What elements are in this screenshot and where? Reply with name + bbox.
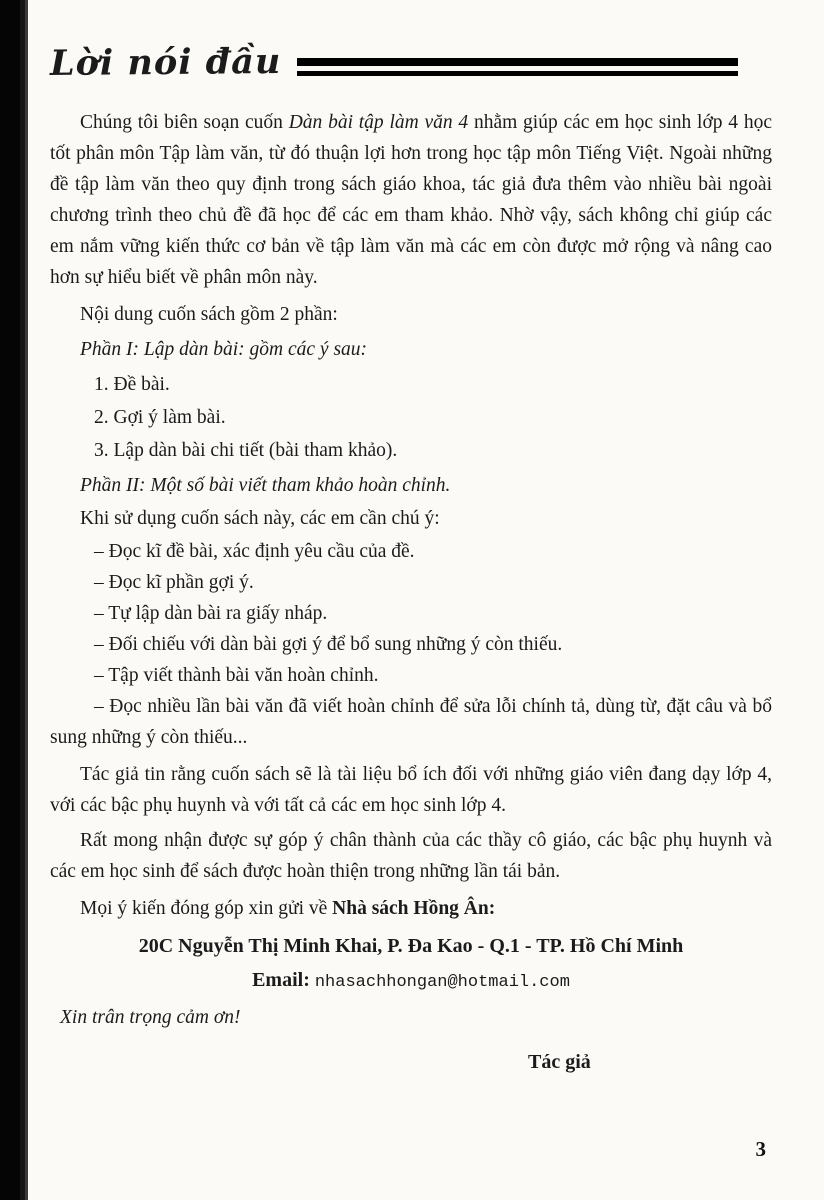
tip-item-4: – Đối chiếu với dàn bài gợi ý để bổ sung những ý còn thiếu. [94, 634, 563, 655]
title-underline [297, 42, 738, 76]
part1-heading: Phần I: Lập dàn bài: gồm các ý sau: [80, 339, 368, 360]
usage-intro: Khi sử dụng cuốn sách này, các em cần chú ý: [80, 508, 440, 529]
email-label: Email: [252, 969, 315, 991]
email-address: nhasachhongan@hotmail.com [314, 973, 570, 992]
page-content [50, 42, 772, 1078]
scan-binding-edge [0, 0, 28, 1200]
title-rule-top [297, 58, 738, 66]
closing-paragraph-2: Rất mong nhận được sự góp ý chân thành của các thầy cô giáo, các bậc phụ huynh và các em học sinh để sách được hoàn thiện trong những lần tái bản. [50, 830, 772, 882]
contact-line [50, 893, 772, 924]
tip-item-3: – Tự lập dàn bài ra giấy nháp. [94, 603, 328, 624]
email-line [50, 965, 772, 998]
tip-item-6: – Đọc nhiều lần bài văn đã viết hoàn chỉnh để sửa lỗi chính tả, dùng từ, đặt câu và bổ sung những ý còn thiếu... [50, 696, 772, 748]
closing-paragraph-1: Tác giả tin rằng cuốn sách sẽ là tài liệu bổ ích đối với những giáo viên đang dạy lớp 4, với các bậc phụ huynh và với tất cả các em học sinh lớp 4. [50, 764, 772, 816]
step-item-2: 2. Gợi ý làm bài. [94, 407, 226, 428]
intro-text-after: nhằm giúp các em học sinh lớp 4 học tốt phân môn Tập làm văn, từ đó thuận lợi hơn trong học tập môn Tiếng Việt. Ngoài những đề tập làm văn theo quy định trong sách giáo khoa, tác giả đưa thêm vào nhiều bài ngoài chương trình theo chủ đề đã học để các em tham khảo. Nhờ vậy, sách không chỉ giúp các em nắm vững kiến thức cơ bản về tập làm văn mà các em còn được mở rộng và nâng cao hơn sự hiểu biết về phân môn này. [50, 112, 772, 288]
preface-header [50, 42, 772, 83]
contents-intro: Nội dung cuốn sách gồm 2 phần: [80, 304, 338, 325]
tip-item-5: – Tập viết thành bài văn hoàn chỉnh. [94, 665, 379, 686]
intro-paragraph [50, 107, 772, 293]
address-line: 20C Nguyễn Thị Minh Khai, P. Đa Kao - Q.1 - TP. Hồ Chí Minh [138, 935, 684, 957]
page-number: 3 [755, 1137, 766, 1161]
tip-item-2: – Đọc kĩ phần gợi ý. [94, 572, 254, 593]
step-item-3: 3. Lập dàn bài chi tiết (bài tham khảo). [94, 440, 398, 461]
part2-heading: Phần II: Một số bài viết tham khảo hoàn chỉnh. [80, 475, 451, 496]
thanks-line: Xin trân trọng cảm ơn! [60, 1007, 241, 1028]
title-rule-bottom [297, 71, 738, 76]
book-title: Dàn bài tập làm văn 4 [288, 112, 469, 133]
page-title: Lời nói đầu [49, 40, 282, 85]
publisher-name: Nhà sách Hồng Ân: [332, 898, 496, 919]
author-signature: Tác giả [528, 1051, 591, 1073]
contact-prefix: Mọi ý kiến đóng góp xin gửi về [80, 898, 333, 919]
step-item-1: 1. Đề bài. [94, 374, 170, 395]
tip-item-1: – Đọc kĩ đề bài, xác định yêu cầu của đề. [94, 541, 415, 562]
intro-text-before: Chúng tôi biên soạn cuốn [80, 112, 289, 133]
